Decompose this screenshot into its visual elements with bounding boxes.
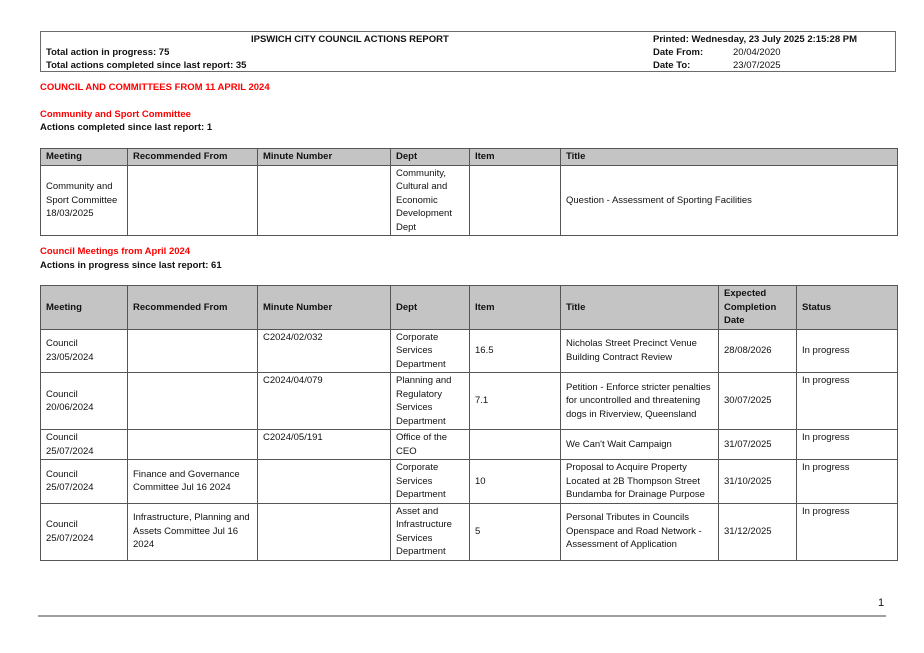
printed-timestamp: Printed: Wednesday, 23 July 2025 2:15:28 PM — [653, 34, 857, 45]
section-heading: COUNCIL AND COMMITTEES FROM 11 APRIL 2024 — [40, 82, 270, 93]
col-recommended-from: Recommended From — [128, 149, 258, 166]
cell-recommended-from — [128, 165, 258, 236]
committee-heading: Community and Sport Committee — [40, 109, 191, 120]
cell-item — [470, 430, 561, 460]
table-header-row — [41, 286, 898, 330]
cell-meeting: Council 25/07/2024 — [41, 503, 128, 560]
council-actions-table — [40, 285, 898, 561]
cell-status: In progress — [797, 460, 898, 504]
col-recommended-from: Recommended From — [128, 286, 258, 330]
table-header-row — [41, 149, 898, 166]
cell-title: Proposal to Acquire Property Located at 2B Thompson Street Bundamba for Drainage Purpose — [561, 460, 719, 504]
cell-item — [470, 165, 561, 236]
council-heading: Council Meetings from April 2024 — [40, 246, 191, 257]
committee-summary: Actions completed since last report: 1 — [40, 122, 213, 133]
cell-recommended-from — [128, 373, 258, 430]
col-expected-completion: Expected Completion Date — [719, 286, 797, 330]
col-dept: Dept — [391, 149, 470, 166]
cell-title: Petition - Enforce stricter penalties for uncontrolled and threatening dogs in Riverview, Queensland — [561, 373, 719, 430]
col-meeting: Meeting — [41, 149, 128, 166]
cell-status: In progress — [797, 503, 898, 560]
col-title: Title — [561, 286, 719, 330]
cell-meeting: Council 23/05/2024 — [41, 329, 128, 373]
cell-meeting: Council 20/06/2024 — [41, 373, 128, 430]
cell-title: Question - Assessment of Sporting Facilities — [561, 165, 898, 236]
council-summary: Actions in progress since last report: 61 — [40, 260, 222, 271]
cell-item: 16.5 — [470, 329, 561, 373]
col-minute-number: Minute Number — [258, 286, 391, 330]
cell-dept: Community, Cultural and Economic Development Dept — [391, 165, 470, 236]
footer-divider — [38, 615, 886, 617]
cell-title: Personal Tributes in Councils Openspace and Road Network - Assessment of Application — [561, 503, 719, 560]
cell-minute-number — [258, 165, 391, 236]
table-row — [41, 373, 898, 430]
col-item: Item — [470, 149, 561, 166]
col-minute-number: Minute Number — [258, 149, 391, 166]
cell-expected-completion: 31/12/2025 — [719, 503, 797, 560]
cell-meeting: Council 25/07/2024 — [41, 430, 128, 460]
col-meeting: Meeting — [41, 286, 128, 330]
cell-item: 7.1 — [470, 373, 561, 430]
col-item: Item — [470, 286, 561, 330]
cell-expected-completion: 30/07/2025 — [719, 373, 797, 430]
col-title: Title — [561, 149, 898, 166]
date-from-label: Date From: — [653, 47, 704, 58]
col-dept: Dept — [391, 286, 470, 330]
cell-minute-number: C2024/02/032 — [258, 329, 391, 373]
table-row — [41, 503, 898, 560]
cell-minute-number — [258, 503, 391, 560]
date-to-label: Date To: — [653, 60, 691, 71]
cell-minute-number: C2024/05/191 — [258, 430, 391, 460]
cell-meeting: Council 25/07/2024 — [41, 460, 128, 504]
date-from-value: 20/04/2020 — [733, 47, 781, 58]
table-row — [41, 165, 898, 236]
cell-dept: Corporate Services Department — [391, 460, 470, 504]
cell-dept: Planning and Regulatory Services Department — [391, 373, 470, 430]
cell-status: In progress — [797, 329, 898, 373]
cell-meeting: Community and Sport Committee 18/03/2025 — [41, 165, 128, 236]
cell-item: 5 — [470, 503, 561, 560]
cell-expected-completion: 28/08/2026 — [719, 329, 797, 373]
total-completed: Total actions completed since last report: 35 — [46, 60, 247, 71]
cell-expected-completion: 31/07/2025 — [719, 430, 797, 460]
col-status: Status — [797, 286, 898, 330]
cell-recommended-from — [128, 430, 258, 460]
cell-minute-number — [258, 460, 391, 504]
date-to-value: 23/07/2025 — [733, 60, 781, 71]
committee-actions-table — [40, 148, 898, 236]
cell-status: In progress — [797, 373, 898, 430]
cell-expected-completion: 31/10/2025 — [719, 460, 797, 504]
report-title: IPSWICH CITY COUNCIL ACTIONS REPORT — [251, 34, 449, 45]
cell-item: 10 — [470, 460, 561, 504]
table-row — [41, 460, 898, 504]
page-number: 1 — [878, 597, 885, 609]
table-row — [41, 329, 898, 373]
table-row — [41, 430, 898, 460]
cell-dept: Asset and Infrastructure Services Department — [391, 503, 470, 560]
cell-dept: Office of the CEO — [391, 430, 470, 460]
cell-recommended-from: Finance and Governance Committee Jul 16 2024 — [128, 460, 258, 504]
report-header — [40, 31, 896, 72]
cell-dept: Corporate Services Department — [391, 329, 470, 373]
cell-title: Nicholas Street Precinct Venue Building Contract Review — [561, 329, 719, 373]
cell-title: We Can't Wait Campaign — [561, 430, 719, 460]
cell-minute-number: C2024/04/079 — [258, 373, 391, 430]
cell-recommended-from — [128, 329, 258, 373]
total-in-progress: Total action in progress: 75 — [46, 47, 170, 58]
cell-status: In progress — [797, 430, 898, 460]
cell-recommended-from: Infrastructure, Planning and Assets Committee Jul 16 2024 — [128, 503, 258, 560]
